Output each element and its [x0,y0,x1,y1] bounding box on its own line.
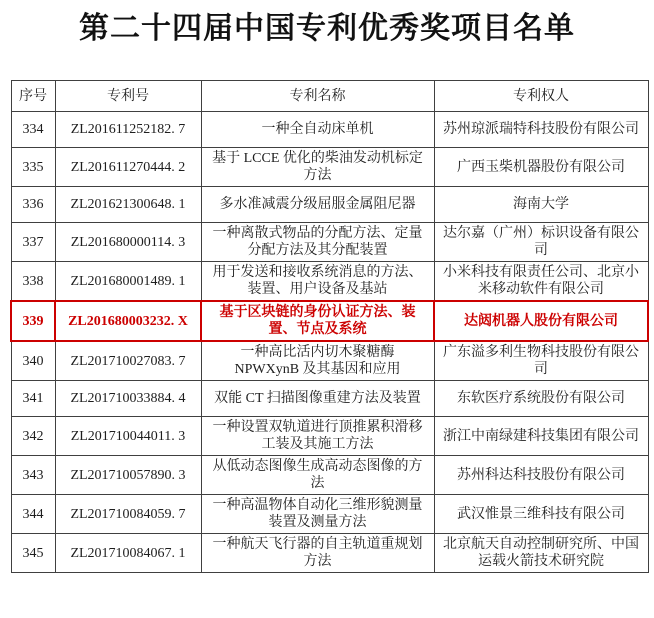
serial-number-cell: 341 [11,381,55,417]
patent-number-cell: ZL201621300648. 1 [55,187,201,223]
patentee-cell: 达闼机器人股份有限公司 [434,301,648,341]
table-row [11,341,648,381]
patent-name-cell: 一种离散式物品的分配方法、定量分配方法及其分配装置 [201,223,434,262]
table-row [11,417,648,456]
patent-number-cell: ZL201680003232. X [55,301,201,341]
patentee-cell: 达尔嘉（广州）标识设备有限公司 [434,223,648,262]
patentee-cell: 广东溢多利生物科技股份有限公司 [434,341,648,381]
patent-name-cell: 一种高温物体自动化三维形貌测量装置及测量方法 [201,495,434,534]
patent-number-cell: ZL201680001489. 1 [55,262,201,302]
table-body [11,112,648,573]
patent-name-cell: 一种航天飞行器的自主轨道重规划方法 [201,534,434,573]
patent-name-cell: 一种设置双轨道进行顶推累积滑移工装及其施工方法 [201,417,434,456]
patent-number-cell: ZL201710084067. 1 [55,534,201,573]
table-row [11,223,648,262]
page-title: 第二十四届中国专利优秀奖项目名单 [79,12,575,45]
table-row [11,301,648,341]
header-patent-number: 专利号 [55,81,201,112]
patentee-cell: 苏州琼派瑞特科技股份有限公司 [434,112,648,148]
patentee-cell: 广西玉柴机器股份有限公司 [434,148,648,187]
table-row [11,495,648,534]
serial-number-cell: 345 [11,534,55,573]
patent-number-cell: ZL201710044011. 3 [55,417,201,456]
patent-number-cell: ZL201710033884. 4 [55,381,201,417]
patent-name-cell: 双能 CT 扫描图像重建方法及装置 [201,381,434,417]
serial-number-cell: 339 [11,301,55,341]
serial-number-cell: 334 [11,112,55,148]
serial-number-cell: 342 [11,417,55,456]
patent-name-cell: 基于 LCCE 优化的柴油发动机标定方法 [201,148,434,187]
patentee-cell: 东软医疗系统股份有限公司 [434,381,648,417]
header-patent-name: 专利名称 [201,81,434,112]
table-row [11,262,648,302]
patent-name-cell: 多水准减震分级屈服金属阻尼器 [201,187,434,223]
table-row [11,187,648,223]
patentee-cell: 小米科技有限责任公司、北京小米移动软件有限公司 [434,262,648,302]
patentee-cell: 海南大学 [434,187,648,223]
serial-number-cell: 340 [11,341,55,381]
table-row [11,534,648,573]
patent-number-cell: ZL201710027083. 7 [55,341,201,381]
table-row [11,148,648,187]
header-serial-number: 序号 [11,81,55,112]
patentee-cell: 武汉惟景三维科技有限公司 [434,495,648,534]
patent-number-cell: ZL201710057890. 3 [55,456,201,495]
patent-number-cell: ZL201680000114. 3 [55,223,201,262]
patent-number-cell: ZL201611270444. 2 [55,148,201,187]
patentee-cell: 北京航天自动控制研究所、中国运载火箭技术研究院 [434,534,648,573]
patent-number-cell: ZL201710084059. 7 [55,495,201,534]
serial-number-cell: 335 [11,148,55,187]
patent-name-cell: 从低动态图像生成高动态图像的方法 [201,456,434,495]
table-row [11,456,648,495]
patent-name-cell: 用于发送和接收系统消息的方法、装置、用户设备及基站 [201,262,434,302]
table-row [11,381,648,417]
serial-number-cell: 338 [11,262,55,302]
serial-number-cell: 337 [11,223,55,262]
patentee-cell: 苏州科达科技股份有限公司 [434,456,648,495]
patent-name-cell: 一种全自动床单机 [201,112,434,148]
patent-number-cell: ZL201611252182. 7 [55,112,201,148]
table-row [11,112,648,148]
serial-number-cell: 336 [11,187,55,223]
patentee-cell: 浙江中南绿建科技集团有限公司 [434,417,648,456]
table-header [11,81,648,112]
patent-name-cell: 基于区块链的身份认证方法、装置、节点及系统 [201,301,434,341]
serial-number-cell: 344 [11,495,55,534]
patent-award-table [10,80,649,573]
table-header-row [11,81,648,112]
header-patentee: 专利权人 [434,81,648,112]
patent-name-cell: 一种高比活内切木聚糖酶 NPWXynB 及其基因和应用 [201,341,434,381]
serial-number-cell: 343 [11,456,55,495]
